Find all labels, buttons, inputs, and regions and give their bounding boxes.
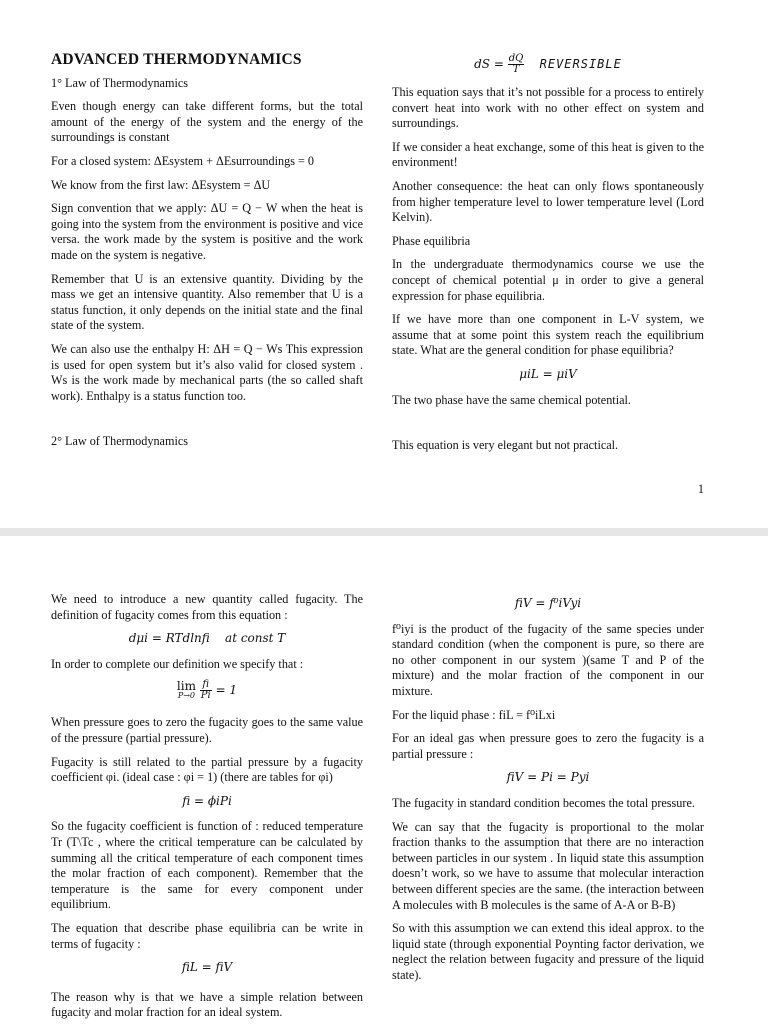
paragraph-chemical-potential: In the undergraduate thermodynamics course we use the concept of chemical potential μ in order to give a general expression for phase equilibria. — [392, 257, 704, 303]
reversible-label: REVERSIBLE — [539, 57, 622, 71]
paragraph-ideal-gas: For an ideal gas when pressure goes to zero the fugacity is a partial pressure : — [392, 731, 704, 761]
limit-operator — [176, 678, 196, 701]
limit-word: lim — [176, 678, 196, 693]
paragraph-enthalpy: We can also use the enthalpy H: ΔH = Q − Ws This expression is used for open system but it’s also valid for closed system . Ws is the work made by mechanical parts (the so called shaft work). Enthalpy is a status function too. — [51, 341, 363, 403]
paragraph-lord-kelvin: Another consequence: the heat can only flows spontaneously from higher temperature level to lower temperature level (Lord Kelvin). — [392, 178, 704, 225]
paragraph-equation-meaning: This equation says that it’s not possible for a process to entirely convert heat into work with no other effect on system and surroundings. — [392, 85, 704, 131]
paragraph-phase-equilibria-fugacity: The equation that describe phase equilibria can be write in terms of fugacity : — [51, 920, 363, 951]
vapor-fugacity-equation: fiV = f⁰iVyi — [514, 596, 582, 610]
limit-fraction — [200, 680, 212, 701]
entropy-equation — [392, 54, 704, 75]
paragraph-heat-exchange: If we consider a heat exchange, some of this heat is given to the environment! — [392, 139, 704, 170]
paragraph-reduced-temperature: So the fugacity coefficient is function of : reduced temperature Tr (T\Tc , where the critical temperature can be calculated by summing all the critical temperature of each component times the molar fraction of each component). Remember that the temperature is the same for every component under equilibrium. — [51, 819, 363, 912]
paragraph-first-law: We know from the first law: ΔEsystem = ΔU — [51, 177, 271, 192]
entropy-equation-lhs: dS = — [474, 57, 504, 71]
first-law-heading: 1° Law of Thermodynamics — [51, 75, 188, 90]
paragraph-extensive-quantity: Remember that U is an extensive quantity. Dividing by the mass we get an intensive quantity. Also remember that U is a status function, it only depends on the initial state and the final state of the system. — [51, 271, 363, 333]
page-number: 1 — [697, 482, 704, 496]
paragraph-fugacity-intro: We need to introduce a new quantity called fugacity. The definition of fugacity comes from this equation : — [51, 592, 363, 622]
paragraph-pressure-zero: When pressure goes to zero the fugacity goes to the same value of the pressure (partial pressure). — [51, 715, 363, 745]
paragraph-fugacity-coefficient: Fugacity is still related to the partial pressure by a fugacity coefficient φi. (ideal case : φi = 1) (there are tables for φi) — [51, 754, 363, 785]
entropy-fraction-numerator: dQ — [508, 53, 524, 64]
paragraph-closed-system: For a closed system: ΔEsystem + ΔEsurroundings = 0 — [51, 153, 314, 168]
paragraph-elegant: This equation is very elegant but not practical. — [392, 438, 619, 453]
paragraph-liquid-phase: For the liquid phase : fiL = f⁰iLxi — [392, 707, 556, 722]
document-page-2 — [0, 536, 768, 1024]
paragraph-energy: Even though energy can take different forms, but the total amount of the energy of the system and the energy of the surroundings is constant — [51, 99, 363, 145]
paragraph-same-potential: The two phase have the same chemical potential. — [392, 392, 631, 407]
limit-rhs: = 1 — [215, 683, 238, 698]
fugacity-coefficient-equation: fi = ϕiPi — [182, 793, 232, 808]
page1-right-column — [392, 50, 704, 462]
entropy-fraction-denominator: T — [512, 64, 520, 75]
page-separator — [0, 528, 768, 536]
fugacity-definition-lhs: dμi = RTdlnfi — [128, 631, 210, 646]
entropy-fraction — [508, 54, 525, 75]
fugacity-definition-equation — [51, 631, 363, 647]
paragraph-standard-condition: The fugacity in standard condition becomes the total pressure. — [392, 795, 695, 810]
limit-denominator: Pi — [200, 690, 211, 702]
phase-equilibria-heading: Phase equilibria — [392, 233, 471, 248]
paragraph-standard-fugacity: f⁰iyi is the product of the fugacity of the same species under standard condition (when the component is pure, so there are no other component in our system )(same T and P of the mixture) and the molar fraction of the component in our mixture. — [392, 621, 704, 698]
limit-subscript: P→0 — [177, 690, 196, 700]
fugacity-equality-equation: fiL = fiV — [181, 960, 233, 975]
paragraph-sign-convention: Sign convention that we apply: ΔU = Q − W when the heat is going into the system from the environment is positive and vice versa. the work made by the system is positive and the work made on the system is negative. — [51, 201, 363, 262]
paragraph-complete-definition: In order to complete our definition we specify that : — [51, 656, 304, 671]
paragraph-liquid-state: So with this assumption we can extend this ideal approx. to the liquid state (through exponential Poynting factor derivation, we neglect the relation between fugacity and pressure of the liquid state). — [392, 921, 704, 982]
page1-left-column — [51, 52, 363, 458]
paragraph-reason-simple-relation: The reason why is that we have a simple relation between fugacity and molar fraction for an ideal system. — [51, 989, 363, 1020]
fugacity-definition-condition: at const T — [225, 631, 286, 646]
page2-left-column — [51, 592, 363, 1029]
chemical-potential-equation: μiL = μiV — [519, 366, 577, 381]
paragraph-proportional: We can say that the fugacity is proportional to the molar fraction thanks to the assumption that there are no interaction between particles in our system . In liquid state this assumption doesn’t work, so we have to assume that molecular interaction between different species are the same. (the interaction between A molecules with B molecules is the same of A-A or B-B) — [392, 819, 704, 912]
paragraph-lv-system: If we have more than one component in L-V system, we assume that at some point this system reach the equilibrium state. What are the general condition for phase equilibria? — [392, 312, 704, 358]
page2-right-column — [392, 592, 704, 991]
ideal-gas-fugacity-equation: fiV = Pi = Pyi — [506, 770, 590, 785]
second-law-heading: 2° Law of Thermodynamics — [51, 434, 188, 449]
limit-numerator: fi — [200, 680, 212, 691]
document-title: ADVANCED THERMODYNAMICS — [51, 51, 302, 68]
limit-equation — [51, 680, 363, 701]
